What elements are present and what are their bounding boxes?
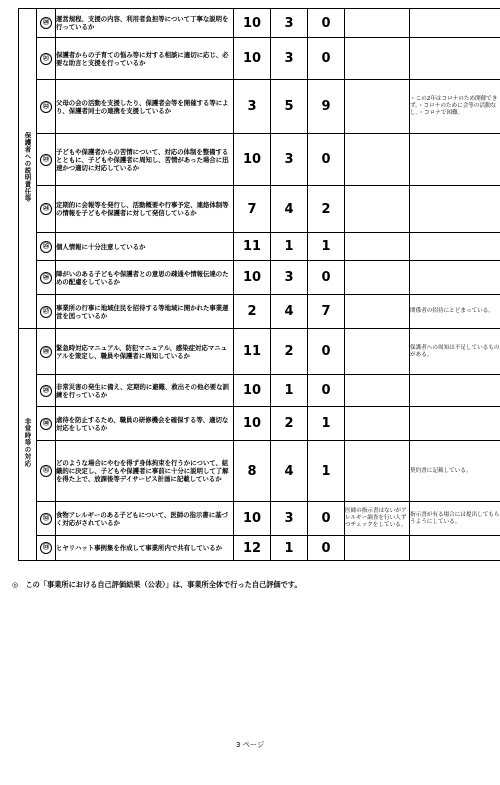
count-yes: 11 xyxy=(234,233,271,261)
table-row xyxy=(19,233,500,261)
count-neutral: 2 xyxy=(271,407,308,441)
count-yes: 3 xyxy=(234,80,271,134)
note-remarks xyxy=(410,38,500,80)
item-text: どのような場合にやむを得ず身体拘束を行うかについて、組織的に決定し、子どもや保護者に事前に十分に説明して了解を得た上で、放課後等デイサービス計画に記載しているか xyxy=(56,441,234,502)
category-label: 保護者への説明責任等 xyxy=(23,131,32,202)
item-text: 障がいのある子どもや保護者との意思の疎通や情報伝達のための配慮をしているか xyxy=(56,261,234,295)
note-remarks: 関係者の招待にとどまっている。 xyxy=(410,295,500,329)
item-number: ㉝ xyxy=(40,542,52,554)
note-remarks: ・この2年はコロナのため開催できず。・コロナのために会等の活動なし。・コロナで困難。 xyxy=(410,80,500,134)
item-number-cell xyxy=(37,38,56,80)
item-text: 虐待を防止するため、職員の研修機会を確保する等、適切な対応をしているか xyxy=(56,407,234,441)
count-yes: 10 xyxy=(234,38,271,80)
table-row xyxy=(19,134,500,186)
note-unknown xyxy=(345,233,410,261)
item-number: ㉔ xyxy=(40,203,52,215)
count-yes: 2 xyxy=(234,295,271,329)
count-yes: 10 xyxy=(234,134,271,186)
item-number-cell xyxy=(37,536,56,561)
note-unknown xyxy=(345,9,410,38)
table-row xyxy=(19,407,500,441)
note-remarks: 指示書が有る場合には提出してもらうようにしている。 xyxy=(410,502,500,536)
note-unknown xyxy=(345,261,410,295)
item-number-cell xyxy=(37,375,56,407)
item-text: 非常災害の発生に備え、定期的に避難、救出その他必要な訓練を行っているか xyxy=(56,375,234,407)
item-text: 子どもや保護者からの苦情について、対応の体制を整備するとともに、子どもや保護者に周知し、苦情があった場合に迅速かつ適切に対応しているか xyxy=(56,134,234,186)
table-row xyxy=(19,295,500,329)
table-row xyxy=(19,375,500,407)
count-yes: 10 xyxy=(234,261,271,295)
count-neutral: 5 xyxy=(271,80,308,134)
count-neutral: 3 xyxy=(271,134,308,186)
table-row xyxy=(19,38,500,80)
note-remarks xyxy=(410,134,500,186)
note-unknown xyxy=(345,375,410,407)
note-unknown xyxy=(345,295,410,329)
item-number: ㉕ xyxy=(40,241,52,253)
category-cell xyxy=(19,329,37,561)
item-text: 定期的に会報等を発行し、活動概要や行事予定、連絡体制等の情報を子どもや保護者に対して発信しているか xyxy=(56,186,234,233)
note-remarks xyxy=(410,407,500,441)
note-unknown xyxy=(345,38,410,80)
item-number-cell xyxy=(37,134,56,186)
table-row xyxy=(19,329,500,375)
item-number-cell xyxy=(37,407,56,441)
count-no: 9 xyxy=(308,80,345,134)
item-number: ㉙ xyxy=(40,385,52,397)
item-number: ㉑ xyxy=(40,53,52,65)
count-yes: 7 xyxy=(234,186,271,233)
note-unknown xyxy=(345,80,410,134)
note-unknown xyxy=(345,407,410,441)
item-number: ㉛ xyxy=(40,465,52,477)
item-text: 父母の会の活動を支援したり、保護者会等を開催する等により、保護者同士の連携を支援しているか xyxy=(56,80,234,134)
category-label: 非常時等の対応 xyxy=(23,418,32,467)
page-number: 3 ページ xyxy=(235,740,265,749)
count-no: 0 xyxy=(308,261,345,295)
item-number: ㉜ xyxy=(40,513,52,525)
item-number-cell xyxy=(37,329,56,375)
item-number-cell xyxy=(37,186,56,233)
note-unknown: 医師の指示書はないがアレルギー調査を行い人ずつチェックをしている。 xyxy=(345,502,410,536)
item-number-cell xyxy=(37,261,56,295)
count-yes: 10 xyxy=(234,9,271,38)
count-no: 0 xyxy=(308,38,345,80)
item-text: 保護者からの子育ての悩み等に対する相談に適切に応じ、必要な助言と支援を行っているか xyxy=(56,38,234,80)
item-text: 事業所の行事に地域住民を招待する等地域に開かれた事業運営を図っているか xyxy=(56,295,234,329)
count-neutral: 4 xyxy=(271,441,308,502)
item-number: ⑳ xyxy=(40,17,52,29)
item-number-cell xyxy=(37,80,56,134)
table-row xyxy=(19,261,500,295)
count-neutral: 4 xyxy=(271,186,308,233)
count-no: 0 xyxy=(308,375,345,407)
count-yes: 12 xyxy=(234,536,271,561)
item-text: 緊急時対応マニュアル、防犯マニュアル、感染症対応マニュアルを策定し、職員や保護者に周知しているか xyxy=(56,329,234,375)
count-yes: 8 xyxy=(234,441,271,502)
note-remarks xyxy=(410,9,500,38)
note-unknown xyxy=(345,186,410,233)
table-row xyxy=(19,502,500,536)
table-row xyxy=(19,9,500,38)
note-unknown xyxy=(345,329,410,375)
item-number: ㉗ xyxy=(40,306,52,318)
count-yes: 11 xyxy=(234,329,271,375)
table-row xyxy=(19,536,500,561)
count-no: 0 xyxy=(308,329,345,375)
note-unknown xyxy=(345,134,410,186)
count-neutral: 3 xyxy=(271,38,308,80)
count-neutral: 4 xyxy=(271,295,308,329)
count-neutral: 3 xyxy=(271,502,308,536)
note-remarks: 契約書に記載している。 xyxy=(410,441,500,502)
note-remarks: 保護者への周知は不足しているものがある。 xyxy=(410,329,500,375)
count-yes: 10 xyxy=(234,375,271,407)
count-neutral: 1 xyxy=(271,233,308,261)
count-no: 0 xyxy=(308,502,345,536)
item-number-cell xyxy=(37,502,56,536)
item-number: ㉘ xyxy=(40,346,52,358)
note-remarks xyxy=(410,536,500,561)
count-neutral: 1 xyxy=(271,375,308,407)
evaluation-table xyxy=(18,8,500,561)
count-yes: 10 xyxy=(234,502,271,536)
count-no: 1 xyxy=(308,441,345,502)
table-row xyxy=(19,80,500,134)
item-text: 食物アレルギーのある子どもについて、医師の指示書に基づく対応がされているか xyxy=(56,502,234,536)
count-no: 0 xyxy=(308,134,345,186)
footnote: ◎ この「事業所における自己評価結果（公表）」は、事業所全体で行った自己評価です。 xyxy=(12,580,302,589)
note-remarks xyxy=(410,375,500,407)
count-no: 2 xyxy=(308,186,345,233)
item-text: ヒヤリハット事例集を作成して事業所内で共有しているか xyxy=(56,536,234,561)
count-no: 0 xyxy=(308,536,345,561)
note-remarks xyxy=(410,186,500,233)
item-number: ㉒ xyxy=(40,101,52,113)
item-number: ㉓ xyxy=(40,154,52,166)
note-unknown xyxy=(345,536,410,561)
count-no: 0 xyxy=(308,9,345,38)
note-remarks xyxy=(410,261,500,295)
note-remarks xyxy=(410,233,500,261)
table-row xyxy=(19,186,500,233)
item-number-cell xyxy=(37,233,56,261)
item-number-cell xyxy=(37,9,56,38)
count-neutral: 3 xyxy=(271,9,308,38)
count-neutral: 3 xyxy=(271,261,308,295)
note-unknown xyxy=(345,441,410,502)
count-yes: 10 xyxy=(234,407,271,441)
count-no: 1 xyxy=(308,407,345,441)
item-text: 個人情報に十分注意しているか xyxy=(56,233,234,261)
item-number-cell xyxy=(37,295,56,329)
category-cell xyxy=(19,9,37,329)
item-number: ㉖ xyxy=(40,272,52,284)
table-row xyxy=(19,441,500,502)
item-number-cell xyxy=(37,441,56,502)
count-no: 1 xyxy=(308,233,345,261)
count-no: 7 xyxy=(308,295,345,329)
item-number: ㉚ xyxy=(40,418,52,430)
count-neutral: 1 xyxy=(271,536,308,561)
item-text: 運営規程、支援の内容、利用者負担等について丁寧な説明を行っているか xyxy=(56,9,234,38)
count-neutral: 2 xyxy=(271,329,308,375)
